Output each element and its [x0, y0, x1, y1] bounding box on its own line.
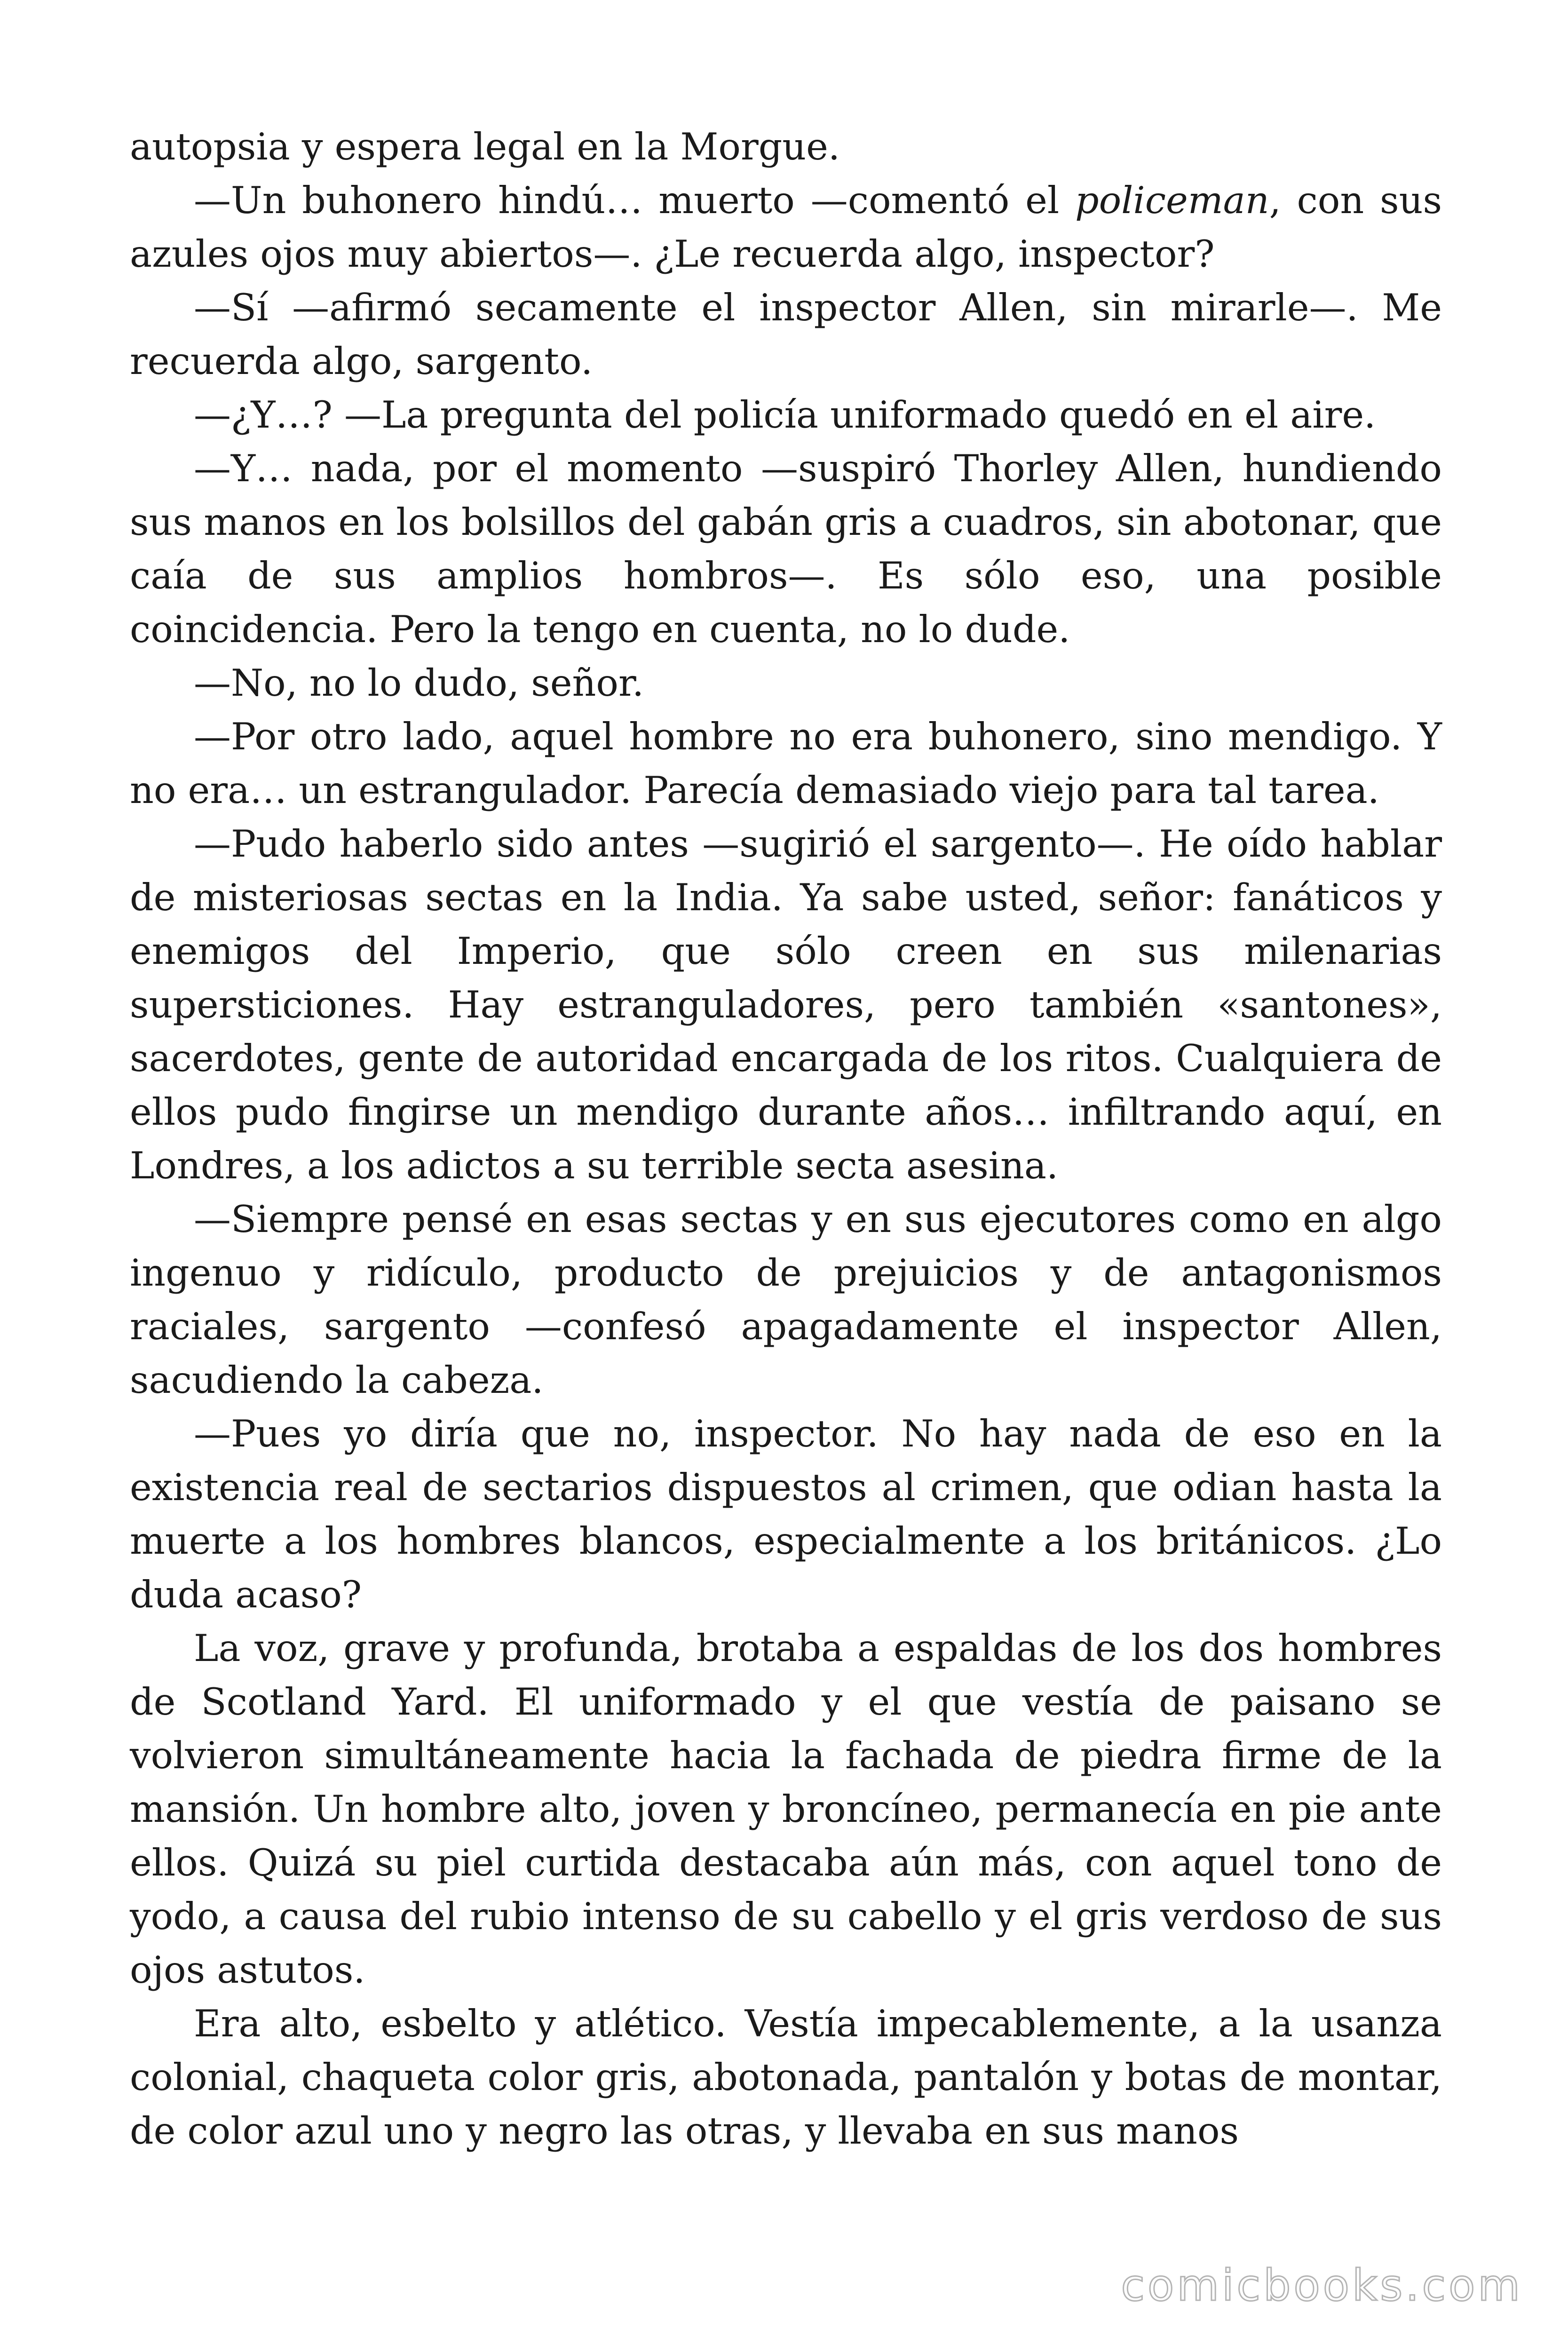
paragraph: —Y… nada, por el momento —suspiró Thorley Allen, hundiendo sus manos en los bolsillos del gabán gris a cuadros, sin abotonar, que caía de sus amplios hombros—. Es sólo eso, una posible coincidencia. Pero la tengo en cuenta, no lo dude. [130, 447, 1442, 651]
paragraph: —Un buhonero hindú… muerto —comentó el policeman, con sus azules ojos muy abiertos—. ¿Le recuerda algo, inspector? [130, 179, 1442, 276]
paragraph: Era alto, esbelto y atlético. Vestía impecablemente, a la usanza colonial, chaqueta color gris, abotonada, pantalón y botas de montar, de color azul uno y negro las otras, y llevaba en sus manos [130, 2002, 1442, 2153]
paragraph: —Por otro lado, aquel hombre no era buhonero, sino mendigo. Y no era… un estrangulador. Parecía demasiado viejo para tal tarea. [130, 715, 1442, 812]
paragraph: —No, no lo dudo, señor. [194, 661, 644, 705]
paragraph: autopsia y espera legal en la Morgue. [130, 125, 840, 168]
paragraph: —Pues yo diría que no, inspector. No hay nada de eso en la existencia real de sectarios dispuestos al crimen, que odian hasta la muerte a los hombres blancos, especialmente a los británicos. ¿Lo duda acaso? [130, 1412, 1442, 1616]
paragraph: —¿Y…? —La pregunta del policía uniformado quedó en el aire. [194, 393, 1376, 437]
page-body-text [130, 120, 1442, 2158]
paragraph: La voz, grave y profunda, brotaba a espaldas de los dos hombres de Scotland Yard. El uniformado y el que vestía de paisano se volvieron simultáneamente hacia la fachada de piedra firme de la mansión. Un hombre alto, joven y broncíneo, permanecía en pie ante ellos. Quizá su piel curtida destacaba aún más, con aquel tono de yodo, a causa del rubio intenso de su cabello y el gris verdoso de sus ojos astutos. [130, 1627, 1442, 1992]
paragraph: —Sí —afirmó secamente el inspector Allen, sin mirarle—. Me recuerda algo, sargento. [130, 286, 1442, 383]
italic-word: policeman [1075, 179, 1269, 222]
paragraph: —Siempre pensé en esas sectas y en sus ejecutores como en algo ingenuo y ridículo, producto de prejuicios y de antagonismos raciales, sargento —confesó apagadamente el inspector Allen, sacudiendo la cabeza. [130, 1198, 1442, 1402]
paragraph: —Pudo haberlo sido antes —sugirió el sargento—. He oído hablar de misteriosas sectas en la India. Ya sabe usted, señor: fanáticos y enemigos del Imperio, que sólo creen en sus milenarias supersticiones. Hay estranguladores, pero también «santones», sacerdotes, gente de autoridad encargada de los ritos. Cualquiera de ellos pudo fingirse un mendigo durante años… infiltrando aquí, en Londres, a los adictos a su terrible secta asesina. [130, 822, 1442, 1187]
watermark: comicbooks.com [1121, 2260, 1523, 2311]
